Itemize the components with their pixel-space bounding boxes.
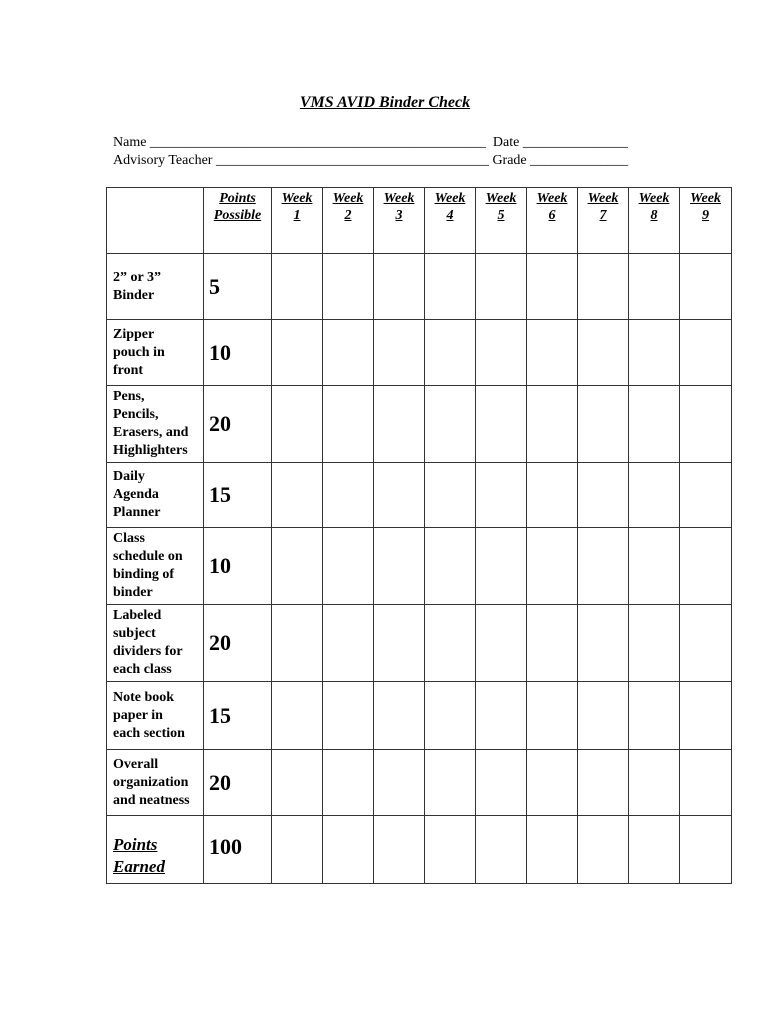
header-week-text: 7 [599, 208, 607, 223]
week-3-score-cell[interactable] [374, 528, 425, 605]
week-4-score-cell[interactable] [425, 750, 476, 816]
header-week-3 [374, 188, 425, 254]
week-9-score-cell[interactable] [680, 320, 732, 386]
teacher-grade-line: Advisory Teacher _______________________________________ Grade ______________ [113, 153, 629, 168]
week-2-score-cell[interactable] [323, 528, 374, 605]
item-label-line: dividers for [113, 644, 183, 659]
table-row [107, 386, 732, 463]
week-4-score-cell[interactable] [425, 320, 476, 386]
week-9-score-cell[interactable] [680, 750, 732, 816]
item-label-line: Overall [113, 756, 159, 772]
header-week-text: 9 [702, 208, 709, 223]
week-4-score-cell[interactable] [425, 254, 476, 320]
header-week-text: Week [638, 191, 670, 206]
header-week-4 [425, 188, 476, 254]
week-4-score-cell[interactable] [425, 528, 476, 605]
name-date-line: Name ________________________________________________ Date _______________ [113, 135, 628, 150]
week-6-score-cell[interactable] [527, 463, 578, 528]
points-earned-row [107, 816, 732, 884]
header-week-text: 6 [548, 208, 556, 223]
week-5-earned-cell[interactable] [476, 816, 527, 884]
week-3-score-cell[interactable] [374, 682, 425, 750]
table-row [107, 682, 732, 750]
item-label-line: organization [113, 774, 189, 790]
points-possible-cell: 15 [204, 463, 272, 528]
week-4-score-cell[interactable] [425, 463, 476, 528]
header-blank-cell [107, 188, 204, 254]
points-possible-cell: 20 [204, 750, 272, 816]
week-7-score-cell[interactable] [578, 320, 629, 386]
item-label-line: Agenda [113, 487, 159, 502]
week-7-score-cell[interactable] [578, 528, 629, 605]
header-week-text: Week [587, 191, 619, 206]
header-week-6 [527, 188, 578, 254]
table-row [107, 750, 732, 816]
item-label-line: Pens, [113, 389, 145, 404]
header-week-text: Week [536, 191, 568, 206]
week-4-score-cell[interactable] [425, 682, 476, 750]
item-label-line: Class [113, 531, 145, 546]
header-week-text: Week [332, 191, 364, 206]
week-6-score-cell[interactable] [527, 750, 578, 816]
week-3-score-cell[interactable] [374, 463, 425, 528]
item-label-line: Note book [113, 689, 175, 705]
week-6-score-cell[interactable] [527, 320, 578, 386]
week-1-earned-cell[interactable] [272, 816, 323, 884]
points-possible-cell: 20 [204, 605, 272, 682]
page-title: VMS AVID Binder Check [299, 94, 471, 111]
week-3-score-cell[interactable] [374, 320, 425, 386]
week-1-score-cell[interactable] [272, 528, 323, 605]
week-2-score-cell[interactable] [323, 386, 374, 463]
binder-check-table [106, 187, 732, 884]
item-label-line: Planner [113, 505, 161, 520]
points-earned-label [107, 816, 204, 884]
points-possible-cell: 10 [204, 528, 272, 605]
week-9-score-cell[interactable] [680, 386, 732, 463]
header-row [107, 188, 732, 254]
week-6-score-cell[interactable] [527, 254, 578, 320]
week-7-score-cell[interactable] [578, 605, 629, 682]
week-7-earned-cell[interactable] [578, 816, 629, 884]
header-week-5 [476, 188, 527, 254]
item-label-line: each class [113, 662, 172, 677]
header-week-text: Week [383, 191, 415, 206]
table-row [107, 463, 732, 528]
item-label-line: each section [113, 725, 185, 741]
table-row [107, 320, 732, 386]
header-week-text: 5 [497, 208, 505, 223]
item-label [107, 254, 204, 320]
week-4-earned-cell[interactable] [425, 816, 476, 884]
item-label-line: and neatness [113, 792, 190, 808]
week-8-score-cell[interactable] [629, 254, 680, 320]
table-row [107, 528, 732, 605]
week-1-score-cell[interactable] [272, 605, 323, 682]
item-label [107, 463, 204, 528]
item-label [107, 320, 204, 386]
week-9-score-cell[interactable] [680, 682, 732, 750]
item-label-line: 2” or 3” [113, 269, 161, 285]
points-earned-label-line: Points [113, 835, 158, 854]
week-7-score-cell[interactable] [578, 682, 629, 750]
header-week-9 [680, 188, 732, 254]
week-6-score-cell[interactable] [527, 605, 578, 682]
week-3-earned-cell[interactable] [374, 816, 425, 884]
header-week-1 [272, 188, 323, 254]
points-earned-label-line: Earned [113, 857, 165, 876]
week-4-score-cell[interactable] [425, 386, 476, 463]
week-2-score-cell[interactable] [323, 682, 374, 750]
item-label [107, 386, 204, 463]
week-7-score-cell[interactable] [578, 254, 629, 320]
week-3-score-cell[interactable] [374, 386, 425, 463]
week-1-score-cell[interactable] [272, 682, 323, 750]
item-label-line: Pencils, [113, 407, 159, 422]
header-week-text: Week [485, 191, 517, 206]
week-8-score-cell[interactable] [629, 605, 680, 682]
week-8-score-cell[interactable] [629, 682, 680, 750]
week-3-score-cell[interactable] [374, 605, 425, 682]
week-8-score-cell[interactable] [629, 750, 680, 816]
table-row [107, 605, 732, 682]
week-3-score-cell[interactable] [374, 254, 425, 320]
item-label-line: binding of [113, 567, 175, 582]
week-4-score-cell[interactable] [425, 605, 476, 682]
item-label-line: schedule on [113, 549, 183, 564]
item-label-line: binder [113, 585, 153, 600]
points-possible-cell: 15 [204, 682, 272, 750]
item-label-line: Highlighters [113, 443, 188, 458]
week-9-score-cell[interactable] [680, 463, 732, 528]
item-label [107, 528, 204, 605]
week-2-score-cell[interactable] [323, 320, 374, 386]
points-earned-total: 100 [204, 816, 272, 884]
header-week-text: 2 [344, 208, 352, 223]
item-label-line: Binder [113, 287, 155, 303]
header-week-text: Week [434, 191, 466, 206]
week-8-score-cell[interactable] [629, 386, 680, 463]
item-label-line: Daily [113, 469, 145, 484]
week-5-score-cell[interactable] [476, 605, 527, 682]
week-9-score-cell[interactable] [680, 605, 732, 682]
header-week-text: 1 [293, 208, 301, 223]
points-possible-cell: 5 [204, 254, 272, 320]
week-5-score-cell[interactable] [476, 320, 527, 386]
points-possible-cell: 20 [204, 386, 272, 463]
week-5-score-cell[interactable] [476, 386, 527, 463]
table-row [107, 254, 732, 320]
week-5-score-cell[interactable] [476, 528, 527, 605]
points-possible-cell: 10 [204, 320, 272, 386]
header-week-text: Week [281, 191, 313, 206]
week-1-score-cell[interactable] [272, 386, 323, 463]
week-1-score-cell[interactable] [272, 320, 323, 386]
week-1-score-cell[interactable] [272, 463, 323, 528]
header-points-line2: Possible [213, 208, 262, 223]
week-9-score-cell[interactable] [680, 528, 732, 605]
week-1-score-cell[interactable] [272, 254, 323, 320]
item-label-line: subject [113, 626, 156, 641]
week-9-earned-cell[interactable] [680, 816, 732, 884]
week-8-score-cell[interactable] [629, 320, 680, 386]
item-label [107, 605, 204, 682]
week-6-score-cell[interactable] [527, 386, 578, 463]
item-label-line: paper in [113, 707, 163, 723]
header-week-text: 8 [650, 208, 658, 223]
week-5-score-cell[interactable] [476, 750, 527, 816]
header-week-text: Week [690, 191, 721, 206]
week-2-score-cell[interactable] [323, 254, 374, 320]
week-8-score-cell[interactable] [629, 528, 680, 605]
item-label [107, 750, 204, 816]
header-points-line1: Points [219, 191, 256, 206]
week-8-earned-cell[interactable] [629, 816, 680, 884]
week-6-score-cell[interactable] [527, 528, 578, 605]
week-6-earned-cell[interactable] [527, 816, 578, 884]
week-2-earned-cell[interactable] [323, 816, 374, 884]
header-week-8 [629, 188, 680, 254]
week-3-score-cell[interactable] [374, 750, 425, 816]
item-label-line: front [113, 362, 144, 378]
week-5-score-cell[interactable] [476, 463, 527, 528]
item-label-line: Labeled [113, 608, 162, 623]
week-8-score-cell[interactable] [629, 463, 680, 528]
item-label-line: Erasers, and [113, 425, 189, 440]
header-week-text: 3 [395, 208, 403, 223]
week-7-score-cell[interactable] [578, 750, 629, 816]
week-5-score-cell[interactable] [476, 682, 527, 750]
week-1-score-cell[interactable] [272, 750, 323, 816]
week-2-score-cell[interactable] [323, 605, 374, 682]
week-6-score-cell[interactable] [527, 682, 578, 750]
item-label-line: pouch in [113, 344, 165, 360]
header-week-text: 4 [446, 208, 454, 223]
week-2-score-cell[interactable] [323, 463, 374, 528]
header-week-2 [323, 188, 374, 254]
week-7-score-cell[interactable] [578, 463, 629, 528]
header-week-7 [578, 188, 629, 254]
week-9-score-cell[interactable] [680, 254, 732, 320]
week-5-score-cell[interactable] [476, 254, 527, 320]
item-label-line: Zipper [113, 326, 155, 342]
item-label [107, 682, 204, 750]
header-points-possible [204, 188, 272, 254]
week-2-score-cell[interactable] [323, 750, 374, 816]
week-7-score-cell[interactable] [578, 386, 629, 463]
